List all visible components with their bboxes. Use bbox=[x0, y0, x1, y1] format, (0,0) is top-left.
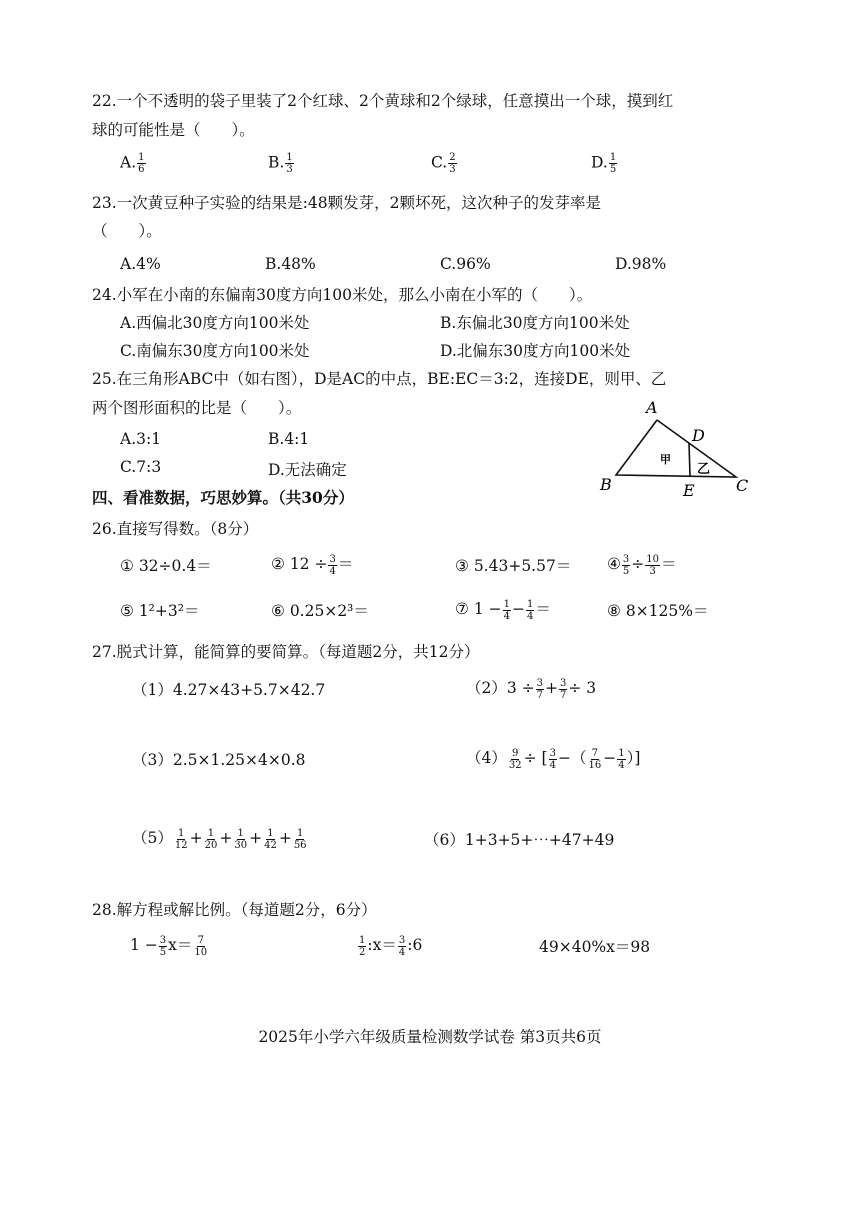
q23-option-a: A.4% bbox=[120, 255, 161, 273]
q23-option-c: C.96% bbox=[440, 255, 491, 273]
segment-de bbox=[689, 443, 690, 476]
q22-option-d: D. $\frac{1}{5}$ bbox=[591, 152, 617, 175]
triangle-abc bbox=[616, 420, 736, 477]
q25-line1: 25.在三角形ABC中（如右图），D是AC的中点，BE:EC＝3:2，连接DE，则甲、乙 bbox=[92, 370, 667, 388]
q27-problem-6: （6）1+3+5+⋯+47+49 bbox=[424, 831, 615, 849]
label-jia: 甲 bbox=[660, 453, 671, 466]
q28-title: 28.解方程或解比例。（每道题2分，6分） bbox=[92, 901, 377, 919]
q26-item-3: ③ 5.43+5.57＝ bbox=[455, 557, 572, 575]
q27-problem-1: （1）4.27×43+5.7×42.7 bbox=[132, 681, 326, 699]
q26-item-8: ⑧ 8×125%＝ bbox=[607, 602, 709, 620]
q25-option-b: B.4:1 bbox=[268, 430, 310, 448]
q26-item-6: ⑥ 0.25×2³＝ bbox=[271, 602, 369, 620]
page-footer: 2025年小学六年级质量检测数学试卷 第3页共6页 bbox=[258, 1028, 602, 1046]
q26-item-5: ⑤ 1²+3²＝ bbox=[120, 602, 200, 620]
q27-problem-4: （4） $\frac{9}{32}$ ÷ [ $\frac{3}{4}$ −（ $\frac{7}{16}$ − $\frac{1}{4}$ ）] bbox=[466, 747, 641, 771]
q22-option-c: C. $\frac{2}{3}$ bbox=[431, 152, 456, 175]
q22-option-a: A. $\frac{1}{6}$ bbox=[120, 152, 145, 175]
q24-option-d: D.北偏东30度方向100米处 bbox=[440, 342, 631, 360]
q24-option-c: C.南偏东30度方向100米处 bbox=[120, 342, 310, 360]
q25-option-a: A.3:1 bbox=[120, 430, 162, 448]
label-a: A bbox=[646, 398, 658, 417]
q22-line1: 22.一个不透明的袋子里装了2个红球、2个黄球和2个绿球，任意摸出一个球，摸到红 bbox=[92, 92, 674, 110]
q28-equation-2: $\frac{1}{2}$ :x＝ $\frac{3}{4}$ :6 bbox=[359, 934, 423, 958]
label-d: D bbox=[692, 426, 705, 445]
q23-option-d: D.98% bbox=[615, 255, 667, 273]
label-c: C bbox=[736, 476, 749, 495]
q26-item-2: ② 12 ÷ $\frac{3}{4}$ ＝ bbox=[271, 553, 354, 577]
q26-title: 26.直接写得数。（8分） bbox=[92, 520, 259, 538]
q23-option-b: B.48% bbox=[265, 255, 316, 273]
q26-item-1: ① 32÷0.4＝ bbox=[120, 557, 212, 575]
label-b: B bbox=[600, 475, 612, 494]
q26-item-7: ⑦ 1 − $\frac{1}{4}$ − $\frac{1}{4}$ ＝ bbox=[455, 598, 551, 622]
q25-option-d: D.无法确定 bbox=[268, 461, 347, 479]
q25-option-c: C.7:3 bbox=[120, 458, 162, 476]
q26-item-4: ④ $\frac{3}{5}$ ÷ $\frac{10}{3}$ ＝ bbox=[607, 553, 677, 577]
q28-equation-3: 49×40%x＝98 bbox=[539, 938, 651, 956]
q24-option-b: B.东偏北30度方向100米处 bbox=[440, 314, 630, 332]
q22-option-b: B. $\frac{1}{3}$ bbox=[268, 152, 293, 175]
q25-line2: 两个图形面积的比是（ ）。 bbox=[92, 399, 302, 417]
q22-line2: 球的可能性是（ ）。 bbox=[92, 121, 255, 139]
q27-problem-5: （5） $\frac{1}{12}$ + $\frac{1}{20}$ + $\frac{1}{30}$ + $\frac{1}{42}$ + $\frac{1}{56}$ bbox=[132, 827, 307, 851]
q28-equation-1: 1 − $\frac{3}{5}$ x＝ $\frac{7}{10}$ bbox=[130, 934, 208, 958]
q27-title: 27.脱式计算，能简算的要简算。（每道题2分，共12分） bbox=[92, 643, 480, 661]
q23-line2: （ ）。 bbox=[92, 222, 162, 240]
triangle-figure bbox=[590, 395, 760, 505]
q27-problem-3: （3）2.5×1.25×4×0.8 bbox=[132, 751, 306, 769]
q23-line1: 23.一次黄豆种子实验的结果是:48颗发芽，2颗坏死，这次种子的发芽率是 bbox=[92, 194, 601, 212]
label-yi: 乙 bbox=[697, 462, 711, 477]
q27-problem-2: （2）3 ÷ $\frac{3}{7}$ + $\frac{3}{7}$ ÷ 3 bbox=[466, 677, 597, 701]
section-4-title: 四、看准数据，巧思妙算。（共30分） bbox=[92, 488, 354, 507]
q24-option-a: A.西偏北30度方向100米处 bbox=[120, 314, 310, 332]
q24-line1: 24.小军在小南的东偏南30度方向100米处，那么小南在小军的（ ）。 bbox=[92, 286, 593, 304]
label-e: E bbox=[683, 481, 695, 500]
